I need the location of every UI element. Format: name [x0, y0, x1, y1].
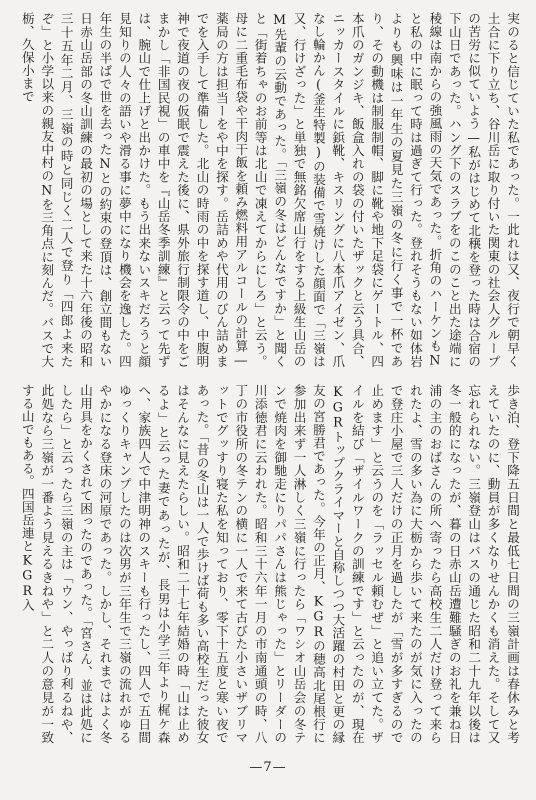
article-lower-text [12, 384, 522, 744]
lower-text-body: 歩き泊、登下降五日間と最低七日間の三嶺計画は春休みと考えていたのに、動員が多くなりせんかくも消えた。そして又忘れられない。三嶺登山はバスの通じた昭和二十九年以後は冬一般的になったが、暮の日赤山岳遭難騒ぎのお礼を兼ね日浦の主のおばさんの所へ寄ったら高校生二人だけ登って来られたよ、雪の多い為に大栃から歩いて来たのが気に入ったので登庄小屋で三人だけの正月を過したが「雪が多すぎるので止めます」と云うのを「ラッセル頼むぜ」と追い立てた。ザイルを結び「ザイルワークの訓練です」と云ったのが、現在KGRトップクライマーと自称しつつ大活躍の村田と更の縁友の宮勝君であった。今年の正月、KGRの穂高北尾根行に参加出来ず一人淋しく三嶺に行ったら「ワシオ山岳会の冬テンで焼肉を御馳走にりパパさんは熊じゃった」とリーダーの川添徳君に云われた。昭和三十六年一月の市南通頭の時、八丁の市役所の冬テンの横に一人で来て古びた小さいザブリマットでグッすり寝た私を知っており、零下十五度と寒い夜であった。「昔の冬山は一人で歩けば荷も多い高校生だった彼女はそんなに見えたらしい。昭和二十七年結婚の時「山は止めるよ」と云った妻であったが、長男は小学三年より梶ケ森へ、家族四人で中津明神のスキーも行ったし、四人で五日間ゆっくりキャンプしたのは次男が三年生で三嶺の流れがゆるやかになる登床の河原であった。しかし、それまではよく冬山用具をかくされて困ったのであった。「宮さん、並は此処にしたら」と云ったら三嶺の主は「ウン、やっぱり利るねや、此処なら三嶺が一番よう見えるきねや」と二人の意見が一致する山でもある。四国岳連とKGR入 [19, 384, 520, 744]
upper-text-body: 実のると信じていた私であった。一此れは又、夜行で朝早く土合に下り立ち、谷川岳に取り付いた関東の社会人グループの苦労に似ていよう—私がはじめて北穣を登った時は合宿の下山日であった。ハング下のスラブをのこのこと出た途端に稜線は南からの強風雨の天気であった。折角のハーケンもNと私の中に眠って時は過ぎて行った。登れそうもない如体岩よりも興味は一年生の夏見た三嶺の冬に行く事で一杯であり、その動機は制服制帽、脚に靴や地下足袋にゲートル、四本爪のガンジキ、飯盒入れの袋の付いたザックと云う具合、ニッカースタイルに鋲靴、キスリングに八本爪アイゼン、爪なし輪かん(釜生特製)の装備で雪焼けした顔面で「三嶺は又、行けざった」と単独で無銘欠席山行をする上級生山岳のM先輩の云動であった。「三嶺の冬はどんなですか」と聞くと「街着ちゃのお前等は北山で凍えてからにしろ」と云う。母に二重毛布袋や干肉干飯を頼み燃料用アルコールの計算―薬局の方は担当ーをや中を探す。岳詰めや代用のびん詰めまでを入手して準備した。北山の時雨の中を探す道し、中腹明神で夜道の夜の仮眠で震えた後に、県外旅行制限令の中をごまかし「非国民視」の車中を『山岳冬季訓練』と云って先ずは、腕山で仕上げと出かけた。もう出来ないスキだろうと顔見知りの人々の語いや滑る事に夢中になり機会を逸した。四年生の半ばで世を去ったNとの約束の登頂は、創立間もない日赤山岳部の冬山訓練の最初の場として来た十六年後の昭和三十五年二月、三嶺の時と同じく二人で登り「四郎よ来たぞ」と小学以来の親友中村のNを三角点に刻んだ。バスで大栃、久保小まで [19, 12, 520, 368]
page-number: —7— [249, 760, 287, 775]
article-upper-text [12, 12, 522, 368]
